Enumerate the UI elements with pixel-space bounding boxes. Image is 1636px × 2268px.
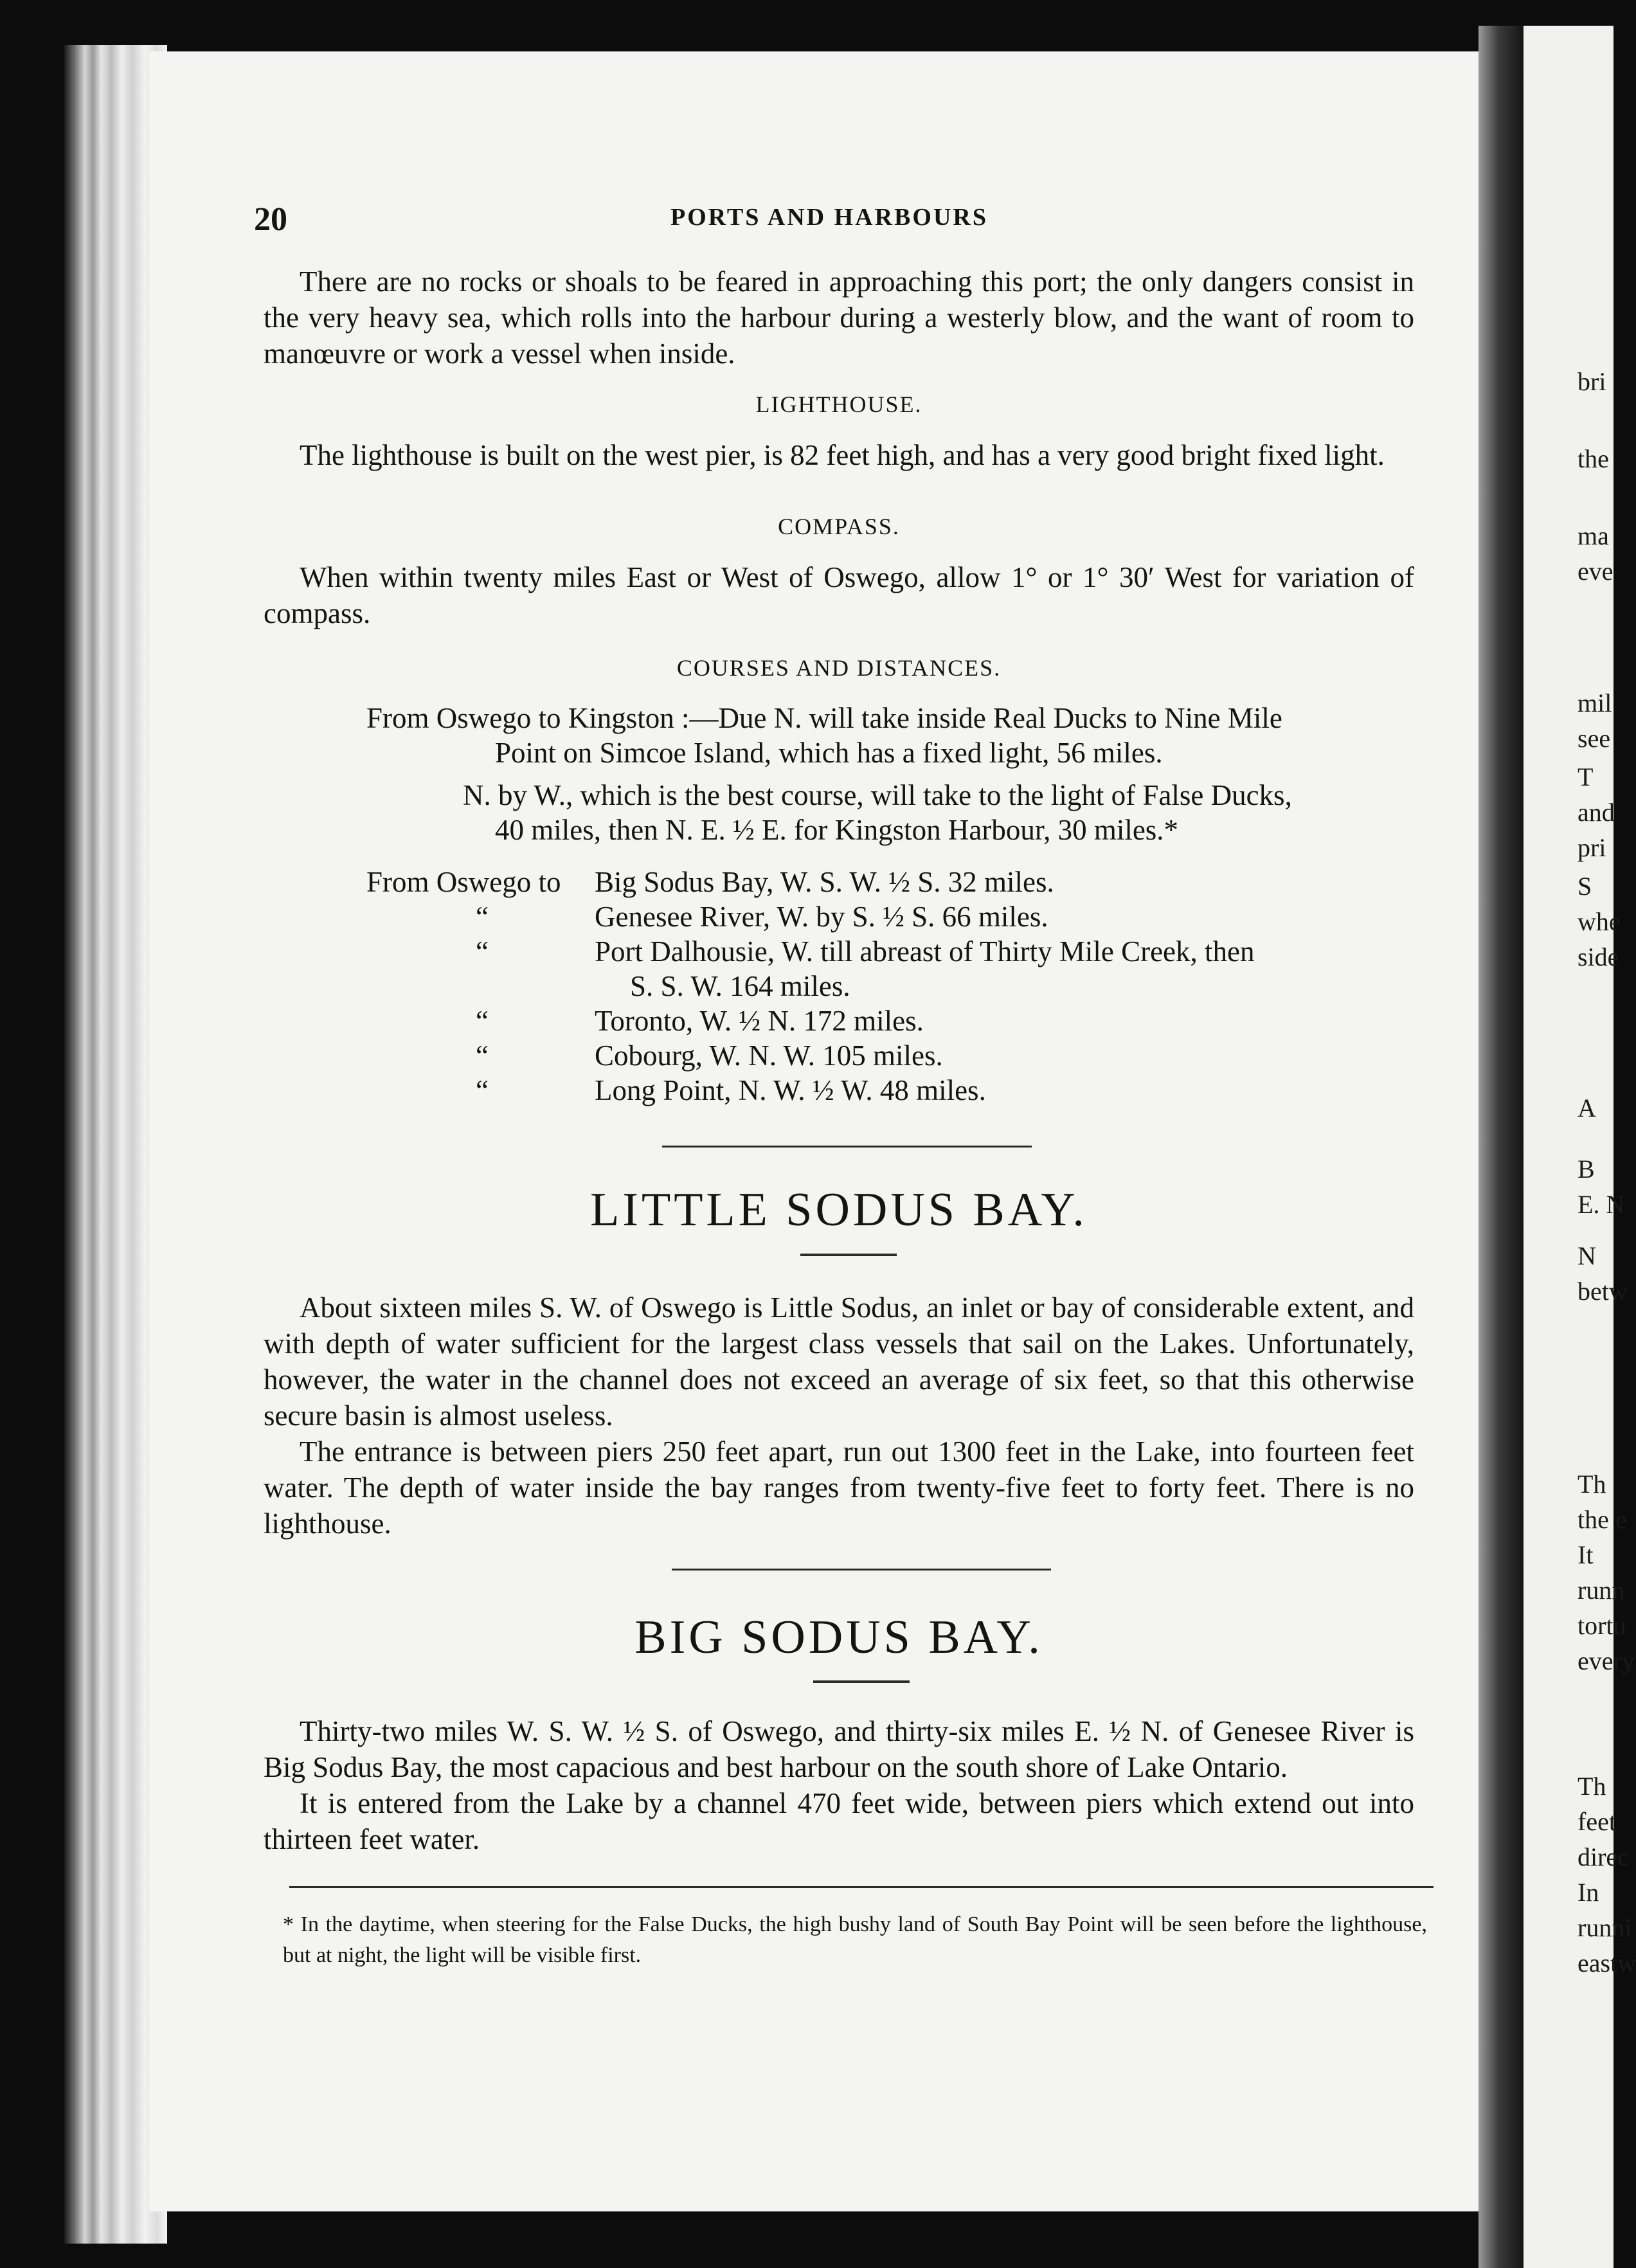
running-head: PORTS AND HARBOURS [670,204,988,231]
lighthouse-section [264,437,1414,473]
paragraph: The entrance is between piers 250 feet apart, run out 1300 feet in the Lake, into fourteen feet water. The depth of water inside the bay ranges from twenty-five feet to forty feet. There is no lighthouse. [264,1436,1414,1540]
facing-page-fragment: every [1578,1646,1635,1675]
route-line: Big Sodus Bay, W. S. W. ½ S. 32 miles. [595,866,1054,898]
footnote-rule [289,1886,1434,1888]
paragraph: About sixteen miles S. W. of Oswego is Little Sodus, an inlet or bay of considerable extent, and with depth of water sufficient for the largest class vessels that sail on the Lakes. Unfortunately, however, the water in the channel does not exceed an average of six feet, so that this otherwise secure basin is almost useless. [264,1292,1414,1432]
facing-page-fragment: whe [1578,907,1621,936]
paragraph: When within twenty miles East or West of Oswego, allow 1° or 1° 30′ West for variation of compass. [264,561,1414,629]
paragraph: There are no rocks or shoals to be feared in approaching this port; the only dangers consist in the very heavy sea, which rolls into the harbour during a westerly blow, and the want of room to manœuvre or work a vessel when inside. [264,266,1414,370]
compass-section [264,559,1414,631]
facing-page-fragment: runn [1578,1576,1625,1605]
little-sodus-title: LITTLE SODUS BAY. [590,1184,1088,1236]
kingston-route-line: From Oswego to Kingston :—Due N. will take inside Real Ducks to Nine Mile [366,702,1282,734]
route-line: Port Dalhousie, W. till abreast of Thirty Mile Creek, then [595,935,1255,968]
facing-page-fragment: S [1578,872,1592,901]
facing-page-fragment: A [1578,1094,1596,1122]
lighthouse-heading: LIGHTHOUSE. [755,392,922,417]
facing-page-fragment: Th [1578,1470,1606,1498]
ditto-mark: “ [476,1040,489,1072]
facing-page-fragment: T [1578,762,1594,791]
facing-page-fragment: It [1578,1540,1594,1569]
facing-page-fragment: E. N [1578,1190,1625,1219]
facing-page-fragment: and [1578,798,1615,827]
facing-page-fragment: side [1578,942,1619,971]
book-gutter [1479,26,1524,2268]
compass-heading: COMPASS. [778,514,900,539]
route-line: Cobourg, W. N. W. 105 miles. [595,1040,943,1072]
facing-page-fragment: eve [1578,557,1614,586]
facing-page-fragment: ma [1578,521,1609,550]
title-underline [800,1254,897,1256]
title-underline [813,1680,910,1683]
ditto-mark: “ [476,901,489,933]
page-header [254,201,1405,246]
kingston-route-line: 40 miles, then N. E. ½ E. for Kingston Harbour, 30 miles.* [495,814,1179,846]
facing-page-fragment: N [1578,1241,1596,1270]
facing-page-fragment: feet [1578,1807,1616,1836]
courses-heading: COURSES AND DISTANCES. [676,655,1002,681]
big-sodus-body [264,1713,1414,1857]
big-sodus-title: BIG SODUS BAY. [634,1611,1043,1664]
facing-page-fragment: B [1578,1155,1595,1184]
route-line: Toronto, W. ½ N. 172 miles. [595,1005,924,1037]
intro-paragraph [264,264,1414,372]
facing-page-fragment: eastw [1578,1949,1636,1977]
facing-page-fragment: the e [1578,1505,1627,1534]
little-sodus-body [264,1290,1414,1542]
ditto-mark: “ [476,1005,489,1037]
facing-page [1524,26,1636,2268]
routes-prefix: From Oswego to [366,866,561,898]
facing-page-fragment: Th [1578,1772,1606,1801]
page-number: 20 [254,201,287,238]
route-line-continuation: S. S. W. 164 miles. [630,970,850,1002]
facing-page-fragment: In [1578,1878,1599,1907]
kingston-route-line: Point on Simcoe Island, which has a fixed light, 56 miles. [495,737,1163,769]
facing-page-fragment: pri [1578,833,1606,862]
section-divider [662,1146,1032,1148]
facing-page-fragment: betw [1578,1277,1628,1306]
paragraph: The lighthouse is built on the west pier, is 82 feet high, and has a very good bright fixed light. [300,439,1385,471]
route-line: Genesee River, W. by S. ½ S. 66 miles. [595,901,1048,933]
paragraph: It is entered from the Lake by a channel 470 feet wide, between piers which extend out into thirteen feet water. [264,1787,1414,1855]
facing-page-fragment: tortu [1578,1611,1626,1640]
footnote: * In the daytime, when steering for the False Ducks, the high bushy land of South Bay Point will be seen before the lighthouse, but at night, the light will be visible first. [283,1913,1427,1967]
kingston-route-line: N. by W., which is the best course, will take to the light of False Ducks, [463,779,1292,811]
facing-page-fragment: see [1578,724,1611,753]
facing-page-fragment: bri [1578,367,1606,396]
facing-page-fragment: runni [1578,1913,1632,1942]
facing-page-fragment: mil [1578,688,1612,717]
ditto-mark: “ [476,1074,489,1106]
section-divider [672,1569,1051,1571]
facing-page-fragment: the [1578,444,1609,473]
facing-page-fragment: direc [1578,1842,1629,1871]
ditto-mark: “ [476,935,489,968]
route-line: Long Point, N. W. ½ W. 48 miles. [595,1074,986,1106]
paragraph: Thirty-two miles W. S. W. ½ S. of Oswego, and thirty-six miles E. ½ N. of Genesee River is Big Sodus Bay, the most capacious and best harbour on the south shore of Lake Ontario. [264,1715,1414,1783]
